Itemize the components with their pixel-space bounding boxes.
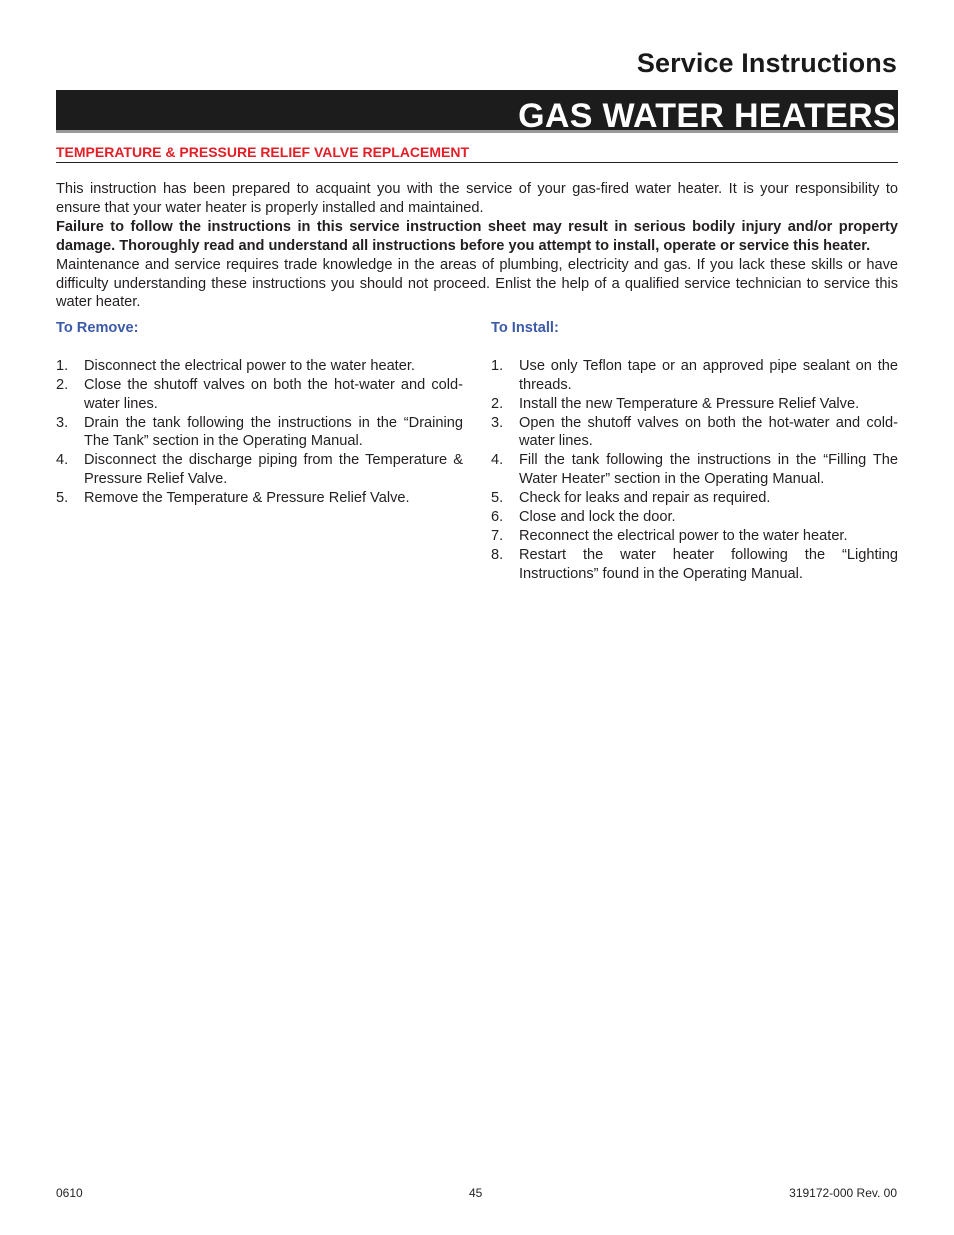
step-number: 2. (491, 395, 504, 412)
warning-paragraph: Failure to follow the instructions in this service instruction sheet may result in serious bodily injury and/or property damage. Thoroughly read and understand all instructions before you attempt to install, operate or service this heater. (56, 218, 898, 254)
install-heading: To Install: (491, 320, 559, 336)
list-item (491, 451, 898, 489)
step-text: Remove the Temperature & Pressure Relief Valve. (84, 490, 410, 507)
intro-paragraph: Maintenance and service requires trade knowledge in the areas of plumbing, electricity and gas. If you lack these skills or have difficulty understanding these instructions you should not proceed. Enlist the help of a qualified service technician to service this water heater. (56, 256, 898, 311)
list-item (491, 508, 898, 527)
remove-heading: To Remove: (56, 320, 139, 336)
step-number: 5. (491, 490, 504, 507)
list-item (56, 451, 463, 489)
list-item (56, 357, 463, 376)
remove-column (56, 319, 463, 508)
install-column (491, 319, 898, 584)
title-banner (56, 90, 898, 133)
step-number: 4. (56, 452, 69, 469)
step-text: Check for leaks and repair as required. (519, 490, 771, 507)
step-text: Open the shutoff valves on both the hot-water and cold-water lines. (519, 414, 898, 450)
list-item (491, 414, 898, 452)
step-number: 6. (491, 509, 504, 526)
step-number: 3. (491, 414, 504, 431)
step-text: Use only Teflon tape or an approved pipe sealant on the threads. (519, 357, 898, 393)
list-item (56, 376, 463, 414)
list-item (491, 527, 898, 546)
page-number: 45 (469, 1186, 483, 1200)
section-heading: TEMPERATURE & PRESSURE RELIEF VALVE REPLACEMENT (56, 143, 898, 163)
step-number: 3. (56, 414, 69, 431)
list-item (56, 414, 463, 452)
step-text: Disconnect the discharge piping from the Temperature & Pressure Relief Valve. (84, 452, 463, 488)
list-item (491, 395, 898, 414)
step-number: 7. (491, 527, 504, 544)
step-number: 5. (56, 490, 69, 507)
intro-paragraph: This instruction has been prepared to acquaint you with the service of your gas-fired water heater. It is your responsibility to ensure that your water heater is properly installed and maintained. (56, 181, 898, 216)
step-number: 2. (56, 376, 69, 393)
step-text: Restart the water heater following the “Lighting Instructions” found in the Operating Manual. (519, 546, 898, 582)
page-title: Service Instructions (636, 48, 897, 78)
step-text: Drain the tank following the instructions in the “Draining The Tank” section in the Operating Manual. (84, 414, 463, 450)
list-item (56, 489, 463, 508)
step-text: Close and lock the door. (519, 509, 676, 526)
list-item (491, 357, 898, 395)
banner-title: GAS WATER HEATERS (518, 97, 896, 135)
step-text: Reconnect the electrical power to the water heater. (519, 527, 848, 544)
step-text: Install the new Temperature & Pressure Relief Valve. (519, 395, 860, 412)
list-item (491, 489, 898, 508)
step-number: 8. (491, 546, 504, 563)
step-text: Close the shutoff valves on both the hot-water and cold-water lines. (84, 376, 463, 412)
step-number: 1. (491, 357, 504, 374)
step-number: 1. (56, 357, 69, 374)
step-number: 4. (491, 452, 504, 469)
list-item (491, 546, 898, 584)
document-number: 319172-000 Rev. 00 (789, 1186, 897, 1200)
step-text: Disconnect the electrical power to the water heater. (84, 357, 415, 374)
footer-date-code: 0610 (56, 1186, 83, 1200)
step-text: Fill the tank following the instructions in the “Filling The Water Heater” section in the Operating Manual. (519, 452, 898, 488)
intro-text (56, 180, 898, 312)
